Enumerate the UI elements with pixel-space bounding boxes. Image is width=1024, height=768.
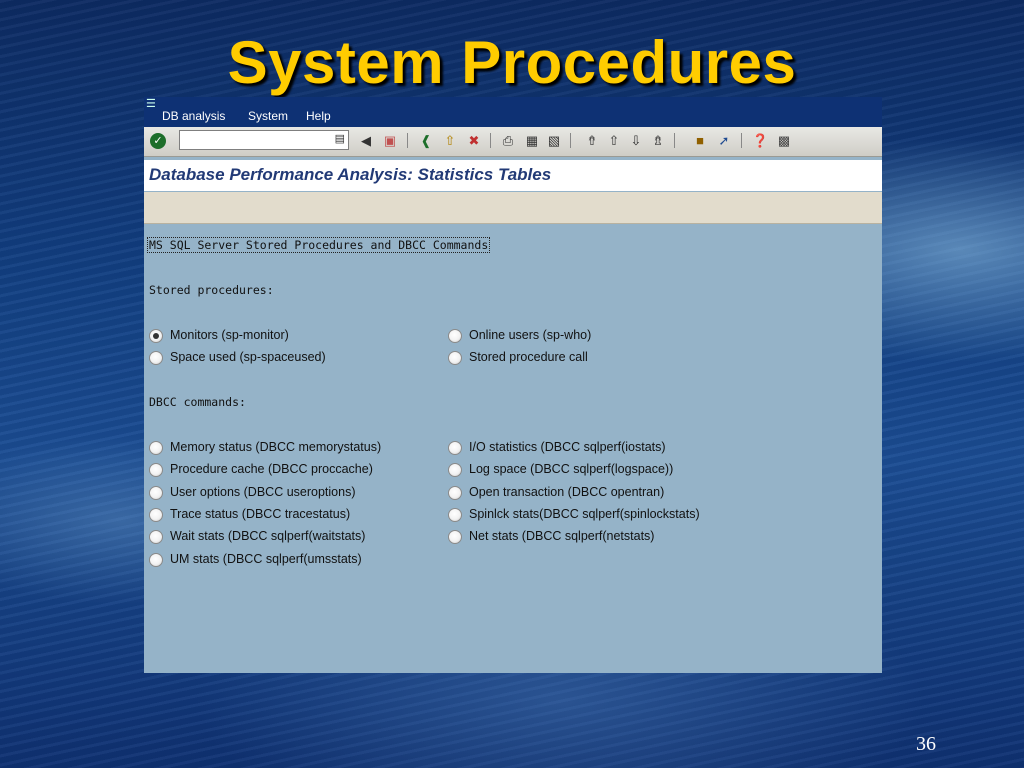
radio-button[interactable] <box>149 508 163 522</box>
option-label: Log space (DBCC sqlperf(logspace)) <box>469 462 674 476</box>
customize-layout-icon[interactable]: ▩ <box>777 133 791 148</box>
command-field[interactable] <box>179 130 349 150</box>
radio-button[interactable] <box>149 351 163 365</box>
option-label: Space used (sp-spaceused) <box>170 350 326 364</box>
option-label: UM stats (DBCC sqlperf(umsstats) <box>170 552 362 566</box>
exit-icon[interactable]: ⇧ <box>444 133 456 148</box>
screen-title: Database Performance Analysis: Statistics Tables <box>149 165 552 184</box>
next-page-icon[interactable]: ⇩ <box>630 133 642 148</box>
option-label: Wait stats (DBCC sqlperf(waitstats) <box>170 529 366 543</box>
menu-help[interactable]: Help <box>306 109 331 123</box>
find-icon[interactable]: ▦ <box>525 133 539 148</box>
history-dropdown-icon[interactable]: ▤ <box>334 133 345 145</box>
option-label: I/O statistics (DBCC sqlperf(iostats) <box>469 440 666 454</box>
screen-title-bar <box>144 160 882 191</box>
radio-button[interactable] <box>448 441 462 455</box>
menu-bar <box>144 97 882 127</box>
page-number: 36 <box>916 733 936 755</box>
radio-button[interactable] <box>149 553 163 567</box>
option-label: Online users (sp-who) <box>469 328 592 342</box>
enter-icon[interactable]: ✓ <box>150 133 166 149</box>
print-icon[interactable]: ⎙ <box>502 133 514 148</box>
radio-button[interactable] <box>448 351 462 365</box>
cancel-icon[interactable]: ✖ <box>468 133 480 148</box>
find-next-icon[interactable]: ▧ <box>547 133 561 148</box>
option-label: Monitors (sp-monitor) <box>170 328 289 342</box>
option-label: Net stats (DBCC sqlperf(netstats) <box>469 529 655 543</box>
radio-button[interactable] <box>448 486 462 500</box>
menu-db-analysis[interactable]: DB analysis <box>162 109 226 123</box>
create-session-icon[interactable]: ■ <box>696 133 704 148</box>
screen-content <box>144 224 882 673</box>
radio-button[interactable] <box>149 530 163 544</box>
radio-button-selected[interactable] <box>149 329 163 343</box>
radio-button[interactable] <box>149 486 163 500</box>
radio-button[interactable] <box>448 463 462 477</box>
dbcc-commands-label: DBCC commands: <box>149 395 246 409</box>
toolbar-separator <box>490 133 491 148</box>
standard-toolbar <box>144 127 882 157</box>
option-label: Stored procedure call <box>469 350 588 364</box>
radio-button[interactable] <box>448 329 462 343</box>
toolbar-separator <box>674 133 675 148</box>
application-toolbar <box>144 192 882 224</box>
system-menu-icon[interactable]: ☰ <box>146 98 156 110</box>
last-page-icon[interactable]: ⇯ <box>652 133 664 148</box>
sap-window <box>144 97 882 673</box>
option-label: Procedure cache (DBCC proccache) <box>170 462 373 476</box>
option-label: Memory status (DBCC memorystatus) <box>170 440 382 454</box>
stored-procedures-label: Stored procedures: <box>149 283 274 297</box>
back-icon[interactable]: ❰ <box>420 133 432 148</box>
option-label: Open transaction (DBCC opentran) <box>469 485 665 499</box>
toolbar-separator <box>741 133 742 148</box>
slide-title: System Procedures <box>227 29 797 96</box>
shortcut-icon[interactable]: ➚ <box>718 133 730 148</box>
toolbar-separator <box>407 133 408 148</box>
menu-system[interactable]: System <box>248 109 289 123</box>
help-icon[interactable]: ❓ <box>752 133 769 148</box>
radio-button[interactable] <box>448 508 462 522</box>
previous-page-icon[interactable]: ⇧ <box>608 133 620 148</box>
back-arrow-icon[interactable]: ◀ <box>361 133 371 148</box>
save-icon[interactable]: ▣ <box>383 133 397 148</box>
radio-button[interactable] <box>448 530 462 544</box>
toolbar-separator <box>570 133 571 148</box>
radio-button[interactable] <box>149 463 163 477</box>
option-label: Spinlck stats(DBCC sqlperf(spinlockstats) <box>469 507 700 521</box>
option-label: Trace status (DBCC tracestatus) <box>170 507 351 521</box>
option-label: User options (DBCC useroptions) <box>170 485 356 499</box>
first-page-icon[interactable]: ⇮ <box>586 133 598 148</box>
frame-title: MS SQL Server Stored Procedures and DBCC Commands <box>149 238 489 252</box>
radio-button[interactable] <box>149 441 163 455</box>
